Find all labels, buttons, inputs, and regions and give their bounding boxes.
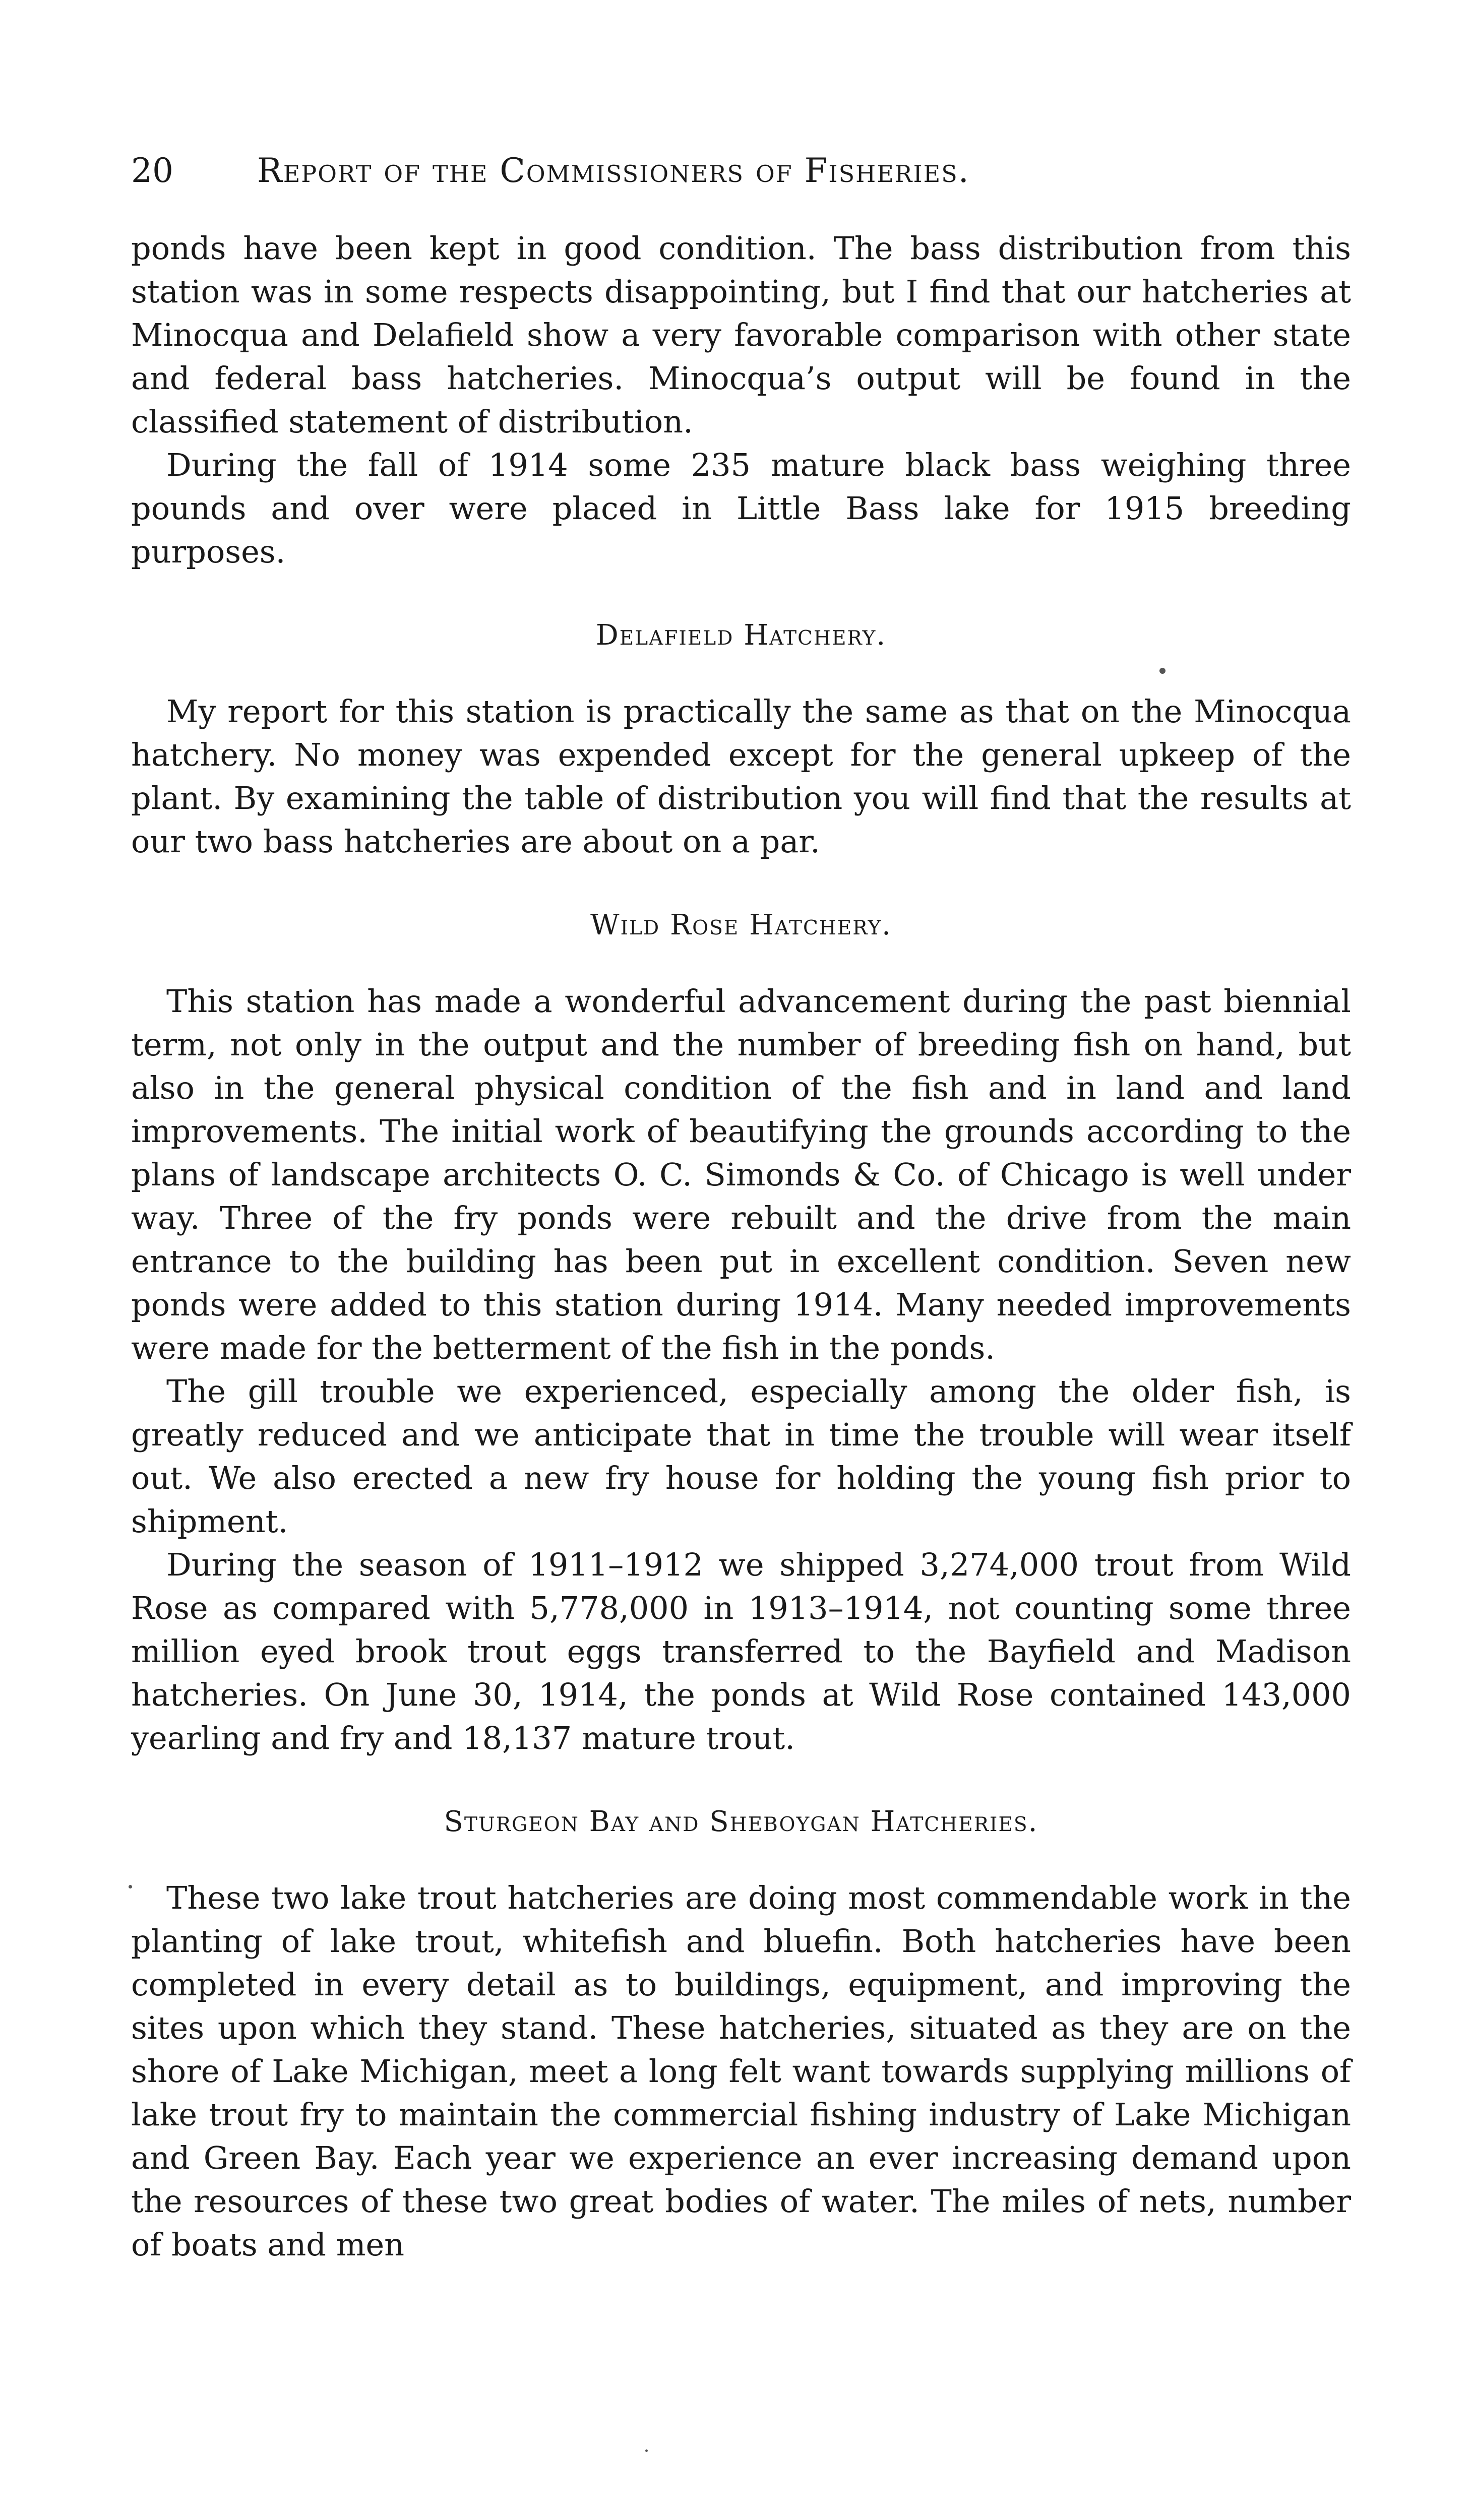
paragraph-wild-rose-gill-trouble: The gill trouble we experienced, especially among the older fish, is greatly reduced and we anticipate that in time the trouble will wear itself out. We also erected a new fry house for holding the young fish prior to shipment.	[131, 1373, 1351, 1540]
paragraph-wild-rose-shipments: During the season of 1911–1912 we shipped 3,274,000 trout from Wild Rose as compared with 5,778,000 in 1913–1914, not counting some three million eyed brook trout eggs transferred to the Bayfield and Madison hatcheries. On June 30, 1914, the ponds at Wild Rose contained 143,000 yearling and fry and 18,137 mature trout.	[131, 1546, 1351, 1756]
paragraph-continuation: ponds have been kept in good condition. The bass distribution from this station was in some respects disappointing, but I find that our hatcheries at Minocqua and Delafield show a very favorable comparison with other state and federal bass hatcheries. Minocqua’s output will be found in the classified statement of distribution.	[131, 230, 1351, 440]
running-title: Report of the Commissioners of Fisheries.	[257, 151, 970, 190]
paragraph-wild-rose-advancement: This station has made a wonderful advancement during the past biennial term, not only in the output and the number of breeding fish on hand, but also in the general physical condition of the fish and in land and land improvements. The initial work of beautifying the grounds according to the plans of landscape architects O. C. Simonds & Co. of Chicago is well under way. Three of the fry ponds were rebuilt and the drive from the main entrance to the building has been put in excellent condition. Seven new ponds were added to this station during 1914. Many needed improvements were made for the betterment of the fish in the ponds.	[131, 983, 1351, 1366]
scan-speck	[645, 2449, 648, 2452]
section-heading-delafield: Delafield Hatchery.	[595, 619, 887, 652]
paragraph-lake-trout-hatcheries: These two lake trout hatcheries are doing most commendable work in the planting of lake trout, whitefish and bluefin. Both hatcheries have been completed in every detail as to buildings, equipment, and improving the sites upon which they stand. These hatcheries, situated as they are on the shore of Lake Michigan, meet a long felt want towards supplying millions of lake trout fry to maintain the commercial fishing industry of Lake Michigan and Green Bay. Each year we experience an ever increasing demand upon the resources of these two great bodies of water. The miles of nets, number of boats and men	[131, 1879, 1351, 2263]
document-page	[131, 151, 1351, 2266]
section-heading-sturgeon-bay-sheboygan: Sturgeon Bay and Sheboygan Hatcheries.	[444, 1805, 1038, 1838]
paragraph-delafield: My report for this station is practically the same as that on the Minocqua hatchery. No money was expended except for the general upkeep of the plant. By examining the table of distribution you will find that the results at our two bass hatcheries are about on a par.	[131, 693, 1351, 860]
running-head	[131, 151, 1351, 207]
section-heading-wild-rose: Wild Rose Hatchery.	[590, 909, 892, 941]
page-number: 20	[131, 151, 173, 190]
scan-speck	[1159, 668, 1166, 674]
paragraph-bass-breeding: During the fall of 1914 some 235 mature black bass weighing three pounds and over were placed in Little Bass lake for 1915 breeding purposes.	[131, 447, 1351, 570]
scan-speck	[129, 1885, 132, 1888]
